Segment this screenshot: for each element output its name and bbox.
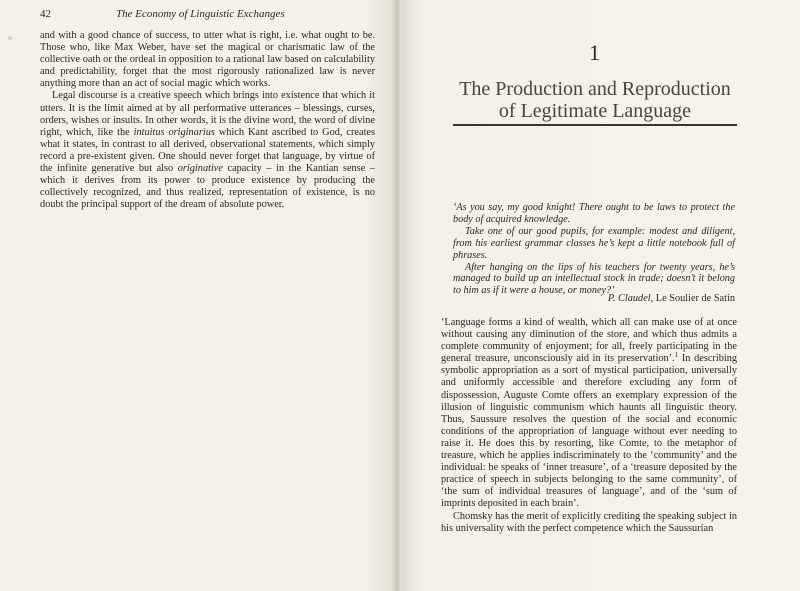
book-gutter bbox=[392, 0, 402, 591]
running-head-title: The Economy of Linguistic Exchanges bbox=[116, 8, 285, 20]
text-run: capacity – in the Kantian sense – which it derives from its power to produce existence by producing the collectively recognized, and thus realized, representation of existence, is no doubt the principal support of the dream of absolute power. bbox=[40, 163, 375, 211]
running-head bbox=[40, 7, 380, 21]
page-number: 42 bbox=[40, 8, 51, 20]
chapter-title-line: of Legitimate Language bbox=[498, 100, 692, 122]
paragraph bbox=[441, 317, 737, 511]
text-run: Legal discourse is a creative speech which brings into existence that which it utters. It is the limit aimed at by all performative utterances – blessings, curses, orders, wishes or insults. In other words, it is the divine word, the word of divine right, which, like the bbox=[40, 90, 375, 138]
paragraph: Chomsky has the merit of explicitly crediting the speaking subject in his universality with the perfect competence which the Saussurian bbox=[441, 510, 737, 534]
epigraph-paragraph: Take one of our good pupils, for example: modest and diligent, from his earliest grammar classes he’s kept a little notebook full of phrases. bbox=[453, 225, 735, 261]
text-run: In describing symbolic appropriation as a sort of mystical participation, universally and uniformly accessible and therefore excluding any form of dispossession, Auguste Comte offers an exemplary expression of the illusion of linguistic communism which haunts all linguistic theory. Thus, Saussure resolves the question of the social and economic conditions of the appropriation of language without ever needing to raise it. He does this by resorting, like Comte, to the metaphor of treasure, which he applies indiscriminately to the ‘community’ and the individual: he speaks of ‘inner treasure’, of a ‘treasure deposited by the practice of speech in subjects belonging to the same community’, of ‘the sum of individual treasures of language’, and of the ‘sum of imprints deposited in each brain’. bbox=[441, 353, 738, 510]
attribution-author: P. Claudel, bbox=[607, 293, 654, 304]
epigraph bbox=[453, 202, 735, 297]
epigraph-paragraph: After hanging on the lips of his teachers for twenty years, he’s managed to build up an intellectual stock in trade; doesn’t it belong to him as if it were a house, or money?’ bbox=[453, 261, 735, 297]
chapter-rule bbox=[453, 124, 737, 126]
footnote-ref[interactable]: 1 bbox=[674, 351, 679, 360]
paragraph bbox=[40, 90, 375, 211]
epigraph-attribution bbox=[453, 293, 735, 305]
epigraph-paragraph: ‘As you say, my good knight! There ought to be laws to protect the body of acquired knowledge. bbox=[453, 202, 735, 225]
chapter-title-line: The Production and Reproduction bbox=[459, 78, 731, 100]
chapter-number: 1 bbox=[589, 40, 601, 65]
italic-term: originative bbox=[177, 163, 223, 175]
paragraph: and with a good chance of success, to utter what is right, i.e. what ought to be. Those who, like Max Weber, have set the magical or charismatic law of the collective oath or the ordeal in opposition to a rational law based on calculability and predictability, forget that the most rigorously rationalized law is never anything more than an act of social magic which works. bbox=[40, 30, 375, 90]
chapter-title bbox=[450, 78, 740, 122]
left-page bbox=[0, 0, 396, 591]
text-run: ‘Language forms a kind of wealth, which all can make use of at once without causing any diminution of the store, and which thus admits a complete community of enjoyment; for all, freely participating in the general treasure, unconsciously aid in its preservation’. bbox=[441, 317, 737, 365]
page-mark bbox=[8, 36, 12, 40]
italic-term: intuitus originarius bbox=[133, 126, 215, 138]
attribution-work: Le Soulier de Satin bbox=[653, 293, 735, 304]
left-page-body bbox=[40, 30, 375, 211]
text-run: which Kant ascribed to God, creates what it states, in contrast to all derived, observational statements, which simply record a pre-existent given. One should never forget that language, by virtue of the infinite generative but also bbox=[40, 126, 376, 175]
right-page-body bbox=[441, 317, 737, 535]
